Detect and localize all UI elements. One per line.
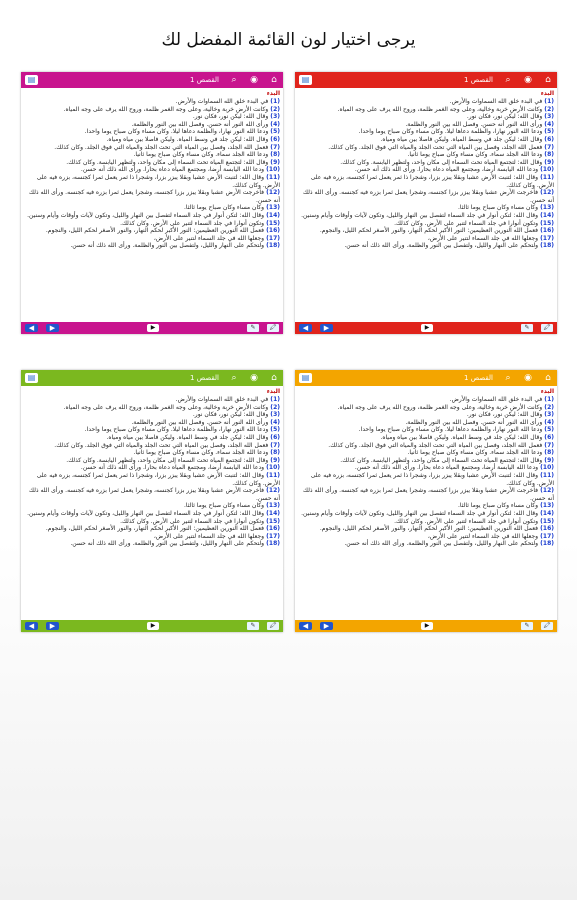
- verse-line: [24, 227, 280, 235]
- verse-list: [295, 386, 557, 618]
- eye-icon: ◉: [250, 75, 258, 85]
- verse-line: [24, 419, 280, 427]
- verse-text: ودعا الله النور نهارا، والظلمة دعاها ليلا. وكان مساء وكان صباح يوما واحدا.: [84, 426, 269, 434]
- verse-text: وقال الله: لتكن أنوار في جلد السماء لتفصل بين النهار والليل، وتكون لآيات وأوقات وأيام وسنين.: [301, 211, 539, 219]
- verse-number: (17): [264, 234, 280, 242]
- verse-text: ودعا الله اليابسة أرضا، ومجتمع المياه دعاه بحارا. ورأى الله ذلك أنه حسن.: [354, 464, 539, 472]
- verse-text: وكان مساء وكان صباح يوما ثالثا.: [184, 502, 265, 510]
- eye-icon: ◉: [250, 373, 258, 383]
- verse-number: (5): [542, 128, 554, 136]
- play-icon: ▶: [421, 324, 433, 332]
- book-icon: ▤: [25, 75, 38, 85]
- verse-number: (6): [268, 135, 280, 143]
- verse-number: (3): [268, 411, 280, 419]
- verse-number: (4): [542, 120, 554, 128]
- verse-line: [24, 472, 280, 487]
- verse-number: (3): [542, 113, 554, 121]
- toolbar-title: القصص 1: [190, 76, 219, 84]
- verse-text: في البدء خلق الله السماوات والأرض.: [449, 98, 543, 105]
- verse-text: وكان مساء وكان صباح يوما ثالثا.: [184, 204, 265, 212]
- verse-number: (14): [538, 211, 554, 219]
- verse-text: وجعلها الله في جلد السماء لتنير على الأرض،: [427, 532, 539, 540]
- verse-number: (5): [542, 426, 554, 434]
- verse-text: فعمل الله الجلد، وفصل بين المياه التي تحت الجلد والمياه التي فوق الجلد. وكان كذلك.: [328, 143, 543, 151]
- verse-number: (10): [538, 464, 554, 472]
- highlighter-icon: 🖍: [541, 622, 553, 630]
- highlighter-icon: 🖍: [267, 622, 279, 630]
- verse-line: [24, 128, 280, 136]
- verse-line: [298, 128, 554, 136]
- verse-text: وقال الله: ليكن جلد في وسط المياه. وليكن فاصلا بين مياه ومياه.: [380, 433, 543, 441]
- verse-text: ودعا الله النور نهارا، والظلمة دعاها ليلا. وكان مساء وكان صباح يوما واحدا.: [358, 426, 543, 434]
- highlighter-icon: 🖍: [541, 324, 553, 332]
- verse-number: (16): [538, 227, 554, 235]
- verse-text: وتكون أنوارا في جلد السماء لتنير على الأرض. وكان كذلك.: [120, 219, 265, 227]
- page-title: يرجى اختيار لون القائمة المفضل لك: [161, 30, 416, 50]
- verse-line: [24, 212, 280, 220]
- verse-line: [298, 510, 554, 518]
- verse-line: [24, 411, 280, 419]
- verse-text: وقال الله: ليكن نور، فكان نور.: [192, 113, 269, 121]
- verse-number: (18): [264, 242, 280, 250]
- verse-line: [24, 510, 280, 518]
- verse-text: وقال الله: لتنبت الأرض عشبا وبقلا يبزر بزرا، وشجرا ذا ثمر يعمل ثمرا كجنسه، بزره فيه على الأرض. وكان كذلك.: [310, 173, 554, 189]
- home-icon: ⌂: [545, 75, 551, 85]
- verse-text: وقال الله: لتكن أنوار في جلد السماء لتفصل بين النهار والليل، وتكون لآيات وأوقات وأيام وسنين.: [301, 509, 539, 517]
- verse-line: [298, 404, 554, 412]
- verse-line: [298, 204, 554, 212]
- verse-number: (15): [264, 517, 280, 525]
- verse-text: ودعا الله الجلد سماء. وكان مساء وكان صباح يوما ثانيا.: [407, 449, 543, 457]
- search-icon: ⌕: [505, 373, 511, 383]
- verse-line: [298, 106, 554, 114]
- verse-line: [298, 121, 554, 129]
- verse-list: [21, 386, 283, 618]
- book-icon: ▤: [299, 75, 312, 85]
- verse-text: ودعا الله الجلد سماء. وكان مساء وكان صباح يوما ثانيا.: [133, 449, 269, 457]
- verse-number: (11): [264, 173, 280, 181]
- toolbar-title: القصص 1: [190, 374, 219, 382]
- verse-number: (16): [264, 525, 280, 533]
- verse-number: (14): [264, 509, 280, 517]
- theme-option-yellow[interactable]: [295, 370, 557, 632]
- toolbar-title: القصص 1: [464, 76, 493, 84]
- verse-line: [24, 525, 280, 533]
- verse-number: (11): [538, 173, 554, 181]
- verse-number: (1): [542, 396, 554, 403]
- book-icon: ▤: [25, 373, 38, 383]
- verse-text: وتكون أنوارا في جلد السماء لتنير على الأرض. وكان كذلك.: [394, 517, 539, 525]
- verse-number: (3): [268, 113, 280, 121]
- verse-text: ولتحكم على النهار والليل، ولتفصل بين النور والظلمة. ورأى الله ذلك أنه حسن.: [344, 242, 539, 250]
- verse-number: (9): [542, 158, 554, 166]
- verse-line: [24, 434, 280, 442]
- verse-line: [24, 396, 280, 404]
- theme-option-red[interactable]: [295, 72, 557, 334]
- verse-number: (9): [268, 158, 280, 166]
- verse-text: فعمل الله الجلد، وفصل بين المياه التي تحت الجلد والمياه التي فوق الجلد. وكان كذلك.: [328, 441, 543, 449]
- verse-text: ودعا الله اليابسة أرضا، ومجتمع المياه دعاه بحارا. ورأى الله ذلك أنه حسن.: [354, 166, 539, 174]
- previous-arrow-icon: ◀: [25, 324, 38, 332]
- verse-number: (14): [264, 211, 280, 219]
- verse-line: [298, 189, 554, 204]
- verse-text: ورأى الله النور أنه حسن. وفصل الله بين النور والظلمة.: [131, 120, 269, 128]
- verse-text: فعمل الله النورين العظيمين: النور الأكبر لحكم النهار، والنور الأصغر لحكم الليل، والنجوم.: [319, 525, 539, 533]
- verse-number: (12): [264, 487, 280, 495]
- verse-line: [298, 174, 554, 189]
- home-icon: ⌂: [271, 373, 277, 383]
- verse-line: [24, 106, 280, 114]
- verse-text: وجعلها الله في جلد السماء لتنير على الأرض،: [427, 234, 539, 242]
- verse-number: (9): [268, 456, 280, 464]
- verse-number: (13): [264, 204, 280, 212]
- toolbar-title: القصص 1: [464, 374, 493, 382]
- verse-text: ودعا الله النور نهارا، والظلمة دعاها ليلا. وكان مساء وكان صباح يوما واحدا.: [358, 128, 543, 136]
- verse-number: (1): [542, 98, 554, 105]
- previous-arrow-icon: ◀: [299, 622, 312, 630]
- verse-text: ودعا الله النور نهارا، والظلمة دعاها ليلا. وكان مساء وكان صباح يوما واحدا.: [84, 128, 269, 136]
- verse-line: [298, 540, 554, 548]
- verse-number: (12): [264, 189, 280, 197]
- verse-number: (13): [264, 502, 280, 510]
- verse-number: (17): [538, 234, 554, 242]
- verse-text: وقال الله: لتجتمع المياه تحت السماء إلى مكان واحد، ولتظهر اليابسة. وكان كذلك.: [66, 456, 269, 464]
- verse-number: (3): [542, 411, 554, 419]
- search-icon: ⌕: [231, 373, 237, 383]
- verse-line: [24, 242, 280, 250]
- previous-arrow-icon: ◀: [25, 622, 38, 630]
- verse-number: (6): [542, 433, 554, 441]
- verse-text: وقال الله: ليكن نور، فكان نور.: [192, 411, 269, 419]
- verse-text: ورأى الله النور أنه حسن. وفصل الله بين النور والظلمة.: [405, 120, 543, 128]
- verse-number: (13): [538, 204, 554, 212]
- verse-text: وقال الله: ليكن نور، فكان نور.: [466, 113, 543, 121]
- verse-number: (8): [268, 151, 280, 159]
- verse-line: [298, 419, 554, 427]
- toolbar-preview: [21, 370, 283, 386]
- verse-number: (4): [542, 418, 554, 426]
- verse-text: وجعلها الله في جلد السماء لتنير على الأرض،: [153, 532, 265, 540]
- verse-text: وكانت الأرض خربة وخالية، وعلى وجه الغمر ظلمة، وروح الله يرف على وجه المياه.: [337, 105, 543, 113]
- verse-line: [298, 220, 554, 228]
- verse-text: وقال الله: لتكن أنوار في جلد السماء لتفصل بين النهار والليل، وتكون لآيات وأوقات وأيام وسنين.: [27, 211, 265, 219]
- verse-line: [24, 113, 280, 121]
- verse-number: (11): [264, 471, 280, 479]
- verse-line: [298, 166, 554, 174]
- verse-text: فعمل الله الجلد، وفصل بين المياه التي تحت الجلد والمياه التي فوق الجلد. وكان كذلك.: [54, 143, 269, 151]
- verse-number: (2): [268, 105, 280, 113]
- verse-number: (13): [538, 502, 554, 510]
- verse-text: في البدء خلق الله السماوات والأرض.: [449, 396, 543, 403]
- verse-line: [298, 464, 554, 472]
- verse-line: [24, 204, 280, 212]
- search-icon: ⌕: [231, 75, 237, 85]
- verse-line: [298, 487, 554, 502]
- verse-text: في البدء خلق الله السماوات والأرض.: [175, 98, 269, 105]
- verse-number: (16): [538, 525, 554, 533]
- notes-icon: ✎: [521, 622, 533, 630]
- verse-number: (17): [264, 532, 280, 540]
- verse-text: ودعا الله الجلد سماء. وكان مساء وكان صباح يوما ثانيا.: [407, 151, 543, 159]
- verse-line: [24, 404, 280, 412]
- search-icon: ⌕: [505, 75, 511, 85]
- verse-text: ودعا الله اليابسة أرضا، ومجتمع المياه دعاه بحارا. ورأى الله ذلك أنه حسن.: [80, 464, 265, 472]
- play-icon: ▶: [421, 622, 433, 630]
- toolbar-preview: [295, 370, 557, 386]
- verse-number: (5): [268, 426, 280, 434]
- verse-number: (10): [264, 464, 280, 472]
- verse-text: في البدء خلق الله السماوات والأرض.: [175, 396, 269, 403]
- verse-number: (15): [538, 517, 554, 525]
- verse-text: وكانت الأرض خربة وخالية، وعلى وجه الغمر ظلمة، وروح الله يرف على وجه المياه.: [337, 403, 543, 411]
- bottom-bar-preview: [21, 620, 283, 632]
- verse-number: (12): [538, 487, 554, 495]
- verse-text: وقال الله: ليكن جلد في وسط المياه. وليكن فاصلا بين مياه ومياه.: [106, 433, 269, 441]
- bottom-bar-preview: [295, 322, 557, 334]
- verse-number: (16): [264, 227, 280, 235]
- verse-line: [298, 227, 554, 235]
- verse-number: (10): [264, 166, 280, 174]
- toolbar-preview: [21, 72, 283, 88]
- verse-line: [298, 242, 554, 250]
- verse-text: فعمل الله النورين العظيمين: النور الأكبر لحكم النهار، والنور الأصغر لحكم الليل، والنجوم.: [45, 227, 265, 235]
- verse-line: [24, 449, 280, 457]
- verse-line: [24, 502, 280, 510]
- verse-line: [298, 212, 554, 220]
- verse-text: وقال الله: لتنبت الأرض عشبا وبقلا يبزر بزرا، وشجرا ذا ثمر يعمل ثمرا كجنسه، بزره فيه على الأرض. وكان كذلك.: [36, 173, 280, 189]
- verse-text: وكانت الأرض خربة وخالية، وعلى وجه الغمر ظلمة، وروح الله يرف على وجه المياه.: [63, 105, 269, 113]
- verse-number: (18): [538, 540, 554, 548]
- verse-number: (17): [538, 532, 554, 540]
- verse-list: [21, 88, 283, 320]
- verse-number: (18): [538, 242, 554, 250]
- verse-text: ورأى الله النور أنه حسن. وفصل الله بين النور والظلمة.: [405, 418, 543, 426]
- verse-line: [24, 121, 280, 129]
- verse-line: [298, 396, 554, 404]
- verse-line: [24, 144, 280, 152]
- verse-number: (7): [268, 143, 280, 151]
- verse-text: فأخرجت الأرض عشبا وبقلا يبزر بزرا كجنسه، وشجرا يعمل ثمرا بزره فيه كجنسه. ورأى الله ذلك أنه حسن.: [303, 487, 554, 502]
- chapter-label: البدء: [540, 388, 554, 395]
- verse-line: [298, 113, 554, 121]
- book-icon: ▤: [299, 373, 312, 383]
- verse-line: [24, 151, 280, 159]
- verse-line: [24, 98, 280, 106]
- home-icon: ⌂: [545, 373, 551, 383]
- verse-line: [298, 449, 554, 457]
- verse-list: [295, 88, 557, 320]
- verse-text: وكان مساء وكان صباح يوما ثالثا.: [458, 204, 539, 212]
- verse-text: وقال الله: لتجتمع المياه تحت السماء إلى مكان واحد، ولتظهر اليابسة. وكان كذلك.: [340, 456, 543, 464]
- notes-icon: ✎: [521, 324, 533, 332]
- verse-number: (2): [542, 403, 554, 411]
- verse-text: فعمل الله الجلد، وفصل بين المياه التي تحت الجلد والمياه التي فوق الجلد. وكان كذلك.: [54, 441, 269, 449]
- verse-number: (15): [264, 219, 280, 227]
- verse-text: وجعلها الله في جلد السماء لتنير على الأرض،: [153, 234, 265, 242]
- verse-line: [24, 136, 280, 144]
- verse-number: (1): [268, 396, 280, 403]
- verse-text: وتكون أنوارا في جلد السماء لتنير على الأرض. وكان كذلك.: [394, 219, 539, 227]
- next-arrow-icon: ▶: [46, 622, 59, 630]
- verse-line: [24, 174, 280, 189]
- verse-line: [24, 518, 280, 526]
- verse-line: [298, 98, 554, 106]
- verse-text: وقال الله: ليكن جلد في وسط المياه. وليكن فاصلا بين مياه ومياه.: [106, 135, 269, 143]
- verse-line: [24, 487, 280, 502]
- verse-line: [24, 426, 280, 434]
- verse-line: [298, 426, 554, 434]
- verse-text: وقال الله: لتنبت الأرض عشبا وبقلا يبزر بزرا، وشجرا ذا ثمر يعمل ثمرا كجنسه، بزره فيه على الأرض. وكان كذلك.: [36, 471, 280, 487]
- verse-number: (18): [264, 540, 280, 548]
- chapter-label: البدء: [266, 388, 280, 395]
- verse-text: وكانت الأرض خربة وخالية، وعلى وجه الغمر ظلمة، وروح الله يرف على وجه المياه.: [63, 403, 269, 411]
- verse-text: ودعا الله الجلد سماء. وكان مساء وكان صباح يوما ثانيا.: [133, 151, 269, 159]
- verse-number: (8): [268, 449, 280, 457]
- theme-option-pink[interactable]: [21, 72, 283, 334]
- verse-text: ولتحكم على النهار والليل، ولتفصل بين النور والظلمة. ورأى الله ذلك أنه حسن.: [70, 242, 265, 250]
- verse-text: ولتحكم على النهار والليل، ولتفصل بين النور والظلمة. ورأى الله ذلك أنه حسن.: [70, 540, 265, 548]
- verse-line: [24, 166, 280, 174]
- verse-number: (2): [542, 105, 554, 113]
- verse-line: [298, 525, 554, 533]
- verse-line: [298, 136, 554, 144]
- verse-line: [24, 464, 280, 472]
- verse-text: فأخرجت الأرض عشبا وبقلا يبزر بزرا كجنسه، وشجرا يعمل ثمرا بزره فيه كجنسه. ورأى الله ذلك أنه حسن.: [303, 189, 554, 204]
- eye-icon: ◉: [524, 373, 532, 383]
- verse-line: [24, 220, 280, 228]
- play-icon: ▶: [147, 324, 159, 332]
- previous-arrow-icon: ◀: [299, 324, 312, 332]
- verse-number: (6): [542, 135, 554, 143]
- eye-icon: ◉: [524, 75, 532, 85]
- verse-line: [298, 472, 554, 487]
- verse-number: (9): [542, 456, 554, 464]
- verse-number: (15): [538, 219, 554, 227]
- verse-number: (10): [538, 166, 554, 174]
- verse-text: وكان مساء وكان صباح يوما ثالثا.: [458, 502, 539, 510]
- verse-line: [298, 151, 554, 159]
- verse-text: ودعا الله اليابسة أرضا، ومجتمع المياه دعاه بحارا. ورأى الله ذلك أنه حسن.: [80, 166, 265, 174]
- verse-number: (4): [268, 120, 280, 128]
- verse-text: ورأى الله النور أنه حسن. وفصل الله بين النور والظلمة.: [131, 418, 269, 426]
- bottom-bar-preview: [21, 322, 283, 334]
- home-icon: ⌂: [271, 75, 277, 85]
- verse-text: فعمل الله النورين العظيمين: النور الأكبر لحكم النهار، والنور الأصغر لحكم الليل، والنجوم.: [319, 227, 539, 235]
- verse-line: [298, 518, 554, 526]
- verse-line: [298, 434, 554, 442]
- verse-line: [298, 502, 554, 510]
- verse-line: [24, 189, 280, 204]
- next-arrow-icon: ▶: [320, 324, 333, 332]
- next-arrow-icon: ▶: [46, 324, 59, 332]
- verse-number: (8): [542, 449, 554, 457]
- play-icon: ▶: [147, 622, 159, 630]
- chapter-label: البدء: [266, 90, 280, 97]
- next-arrow-icon: ▶: [320, 622, 333, 630]
- verse-number: (8): [542, 151, 554, 159]
- verse-number: (4): [268, 418, 280, 426]
- chapter-label: البدء: [540, 90, 554, 97]
- verse-number: (5): [268, 128, 280, 136]
- verse-line: [298, 442, 554, 450]
- bottom-bar-preview: [295, 620, 557, 632]
- verse-text: وقال الله: لتكن أنوار في جلد السماء لتفصل بين النهار والليل، وتكون لآيات وأوقات وأيام وسنين.: [27, 509, 265, 517]
- verse-line: [24, 442, 280, 450]
- notes-icon: ✎: [247, 622, 259, 630]
- theme-option-green[interactable]: [21, 370, 283, 632]
- notes-icon: ✎: [247, 324, 259, 332]
- verse-line: [24, 540, 280, 548]
- verse-line: [298, 411, 554, 419]
- verse-text: وقال الله: لتجتمع المياه تحت السماء إلى مكان واحد، ولتظهر اليابسة. وكان كذلك.: [340, 158, 543, 166]
- verse-text: وقال الله: لتنبت الأرض عشبا وبقلا يبزر بزرا، وشجرا ذا ثمر يعمل ثمرا كجنسه، بزره فيه على الأرض. وكان كذلك.: [310, 471, 554, 487]
- verse-text: ولتحكم على النهار والليل، ولتفصل بين النور والظلمة. ورأى الله ذلك أنه حسن.: [344, 540, 539, 548]
- verse-text: وقال الله: ليكن نور، فكان نور.: [466, 411, 543, 419]
- verse-number: (12): [538, 189, 554, 197]
- verse-number: (14): [538, 509, 554, 517]
- verse-number: (7): [542, 143, 554, 151]
- verse-number: (11): [538, 471, 554, 479]
- verse-text: فأخرجت الأرض عشبا وبقلا يبزر بزرا كجنسه، وشجرا يعمل ثمرا بزره فيه كجنسه. ورأى الله ذلك أنه حسن.: [29, 487, 280, 502]
- verse-number: (6): [268, 433, 280, 441]
- highlighter-icon: 🖍: [267, 324, 279, 332]
- toolbar-preview: [295, 72, 557, 88]
- verse-line: [298, 144, 554, 152]
- verse-text: فأخرجت الأرض عشبا وبقلا يبزر بزرا كجنسه، وشجرا يعمل ثمرا بزره فيه كجنسه. ورأى الله ذلك أنه حسن.: [29, 189, 280, 204]
- verse-number: (7): [542, 441, 554, 449]
- verse-text: وقال الله: ليكن جلد في وسط المياه. وليكن فاصلا بين مياه ومياه.: [380, 135, 543, 143]
- verse-number: (1): [268, 98, 280, 105]
- verse-text: فعمل الله النورين العظيمين: النور الأكبر لحكم النهار، والنور الأصغر لحكم الليل، والنجوم.: [45, 525, 265, 533]
- verse-text: وقال الله: لتجتمع المياه تحت السماء إلى مكان واحد، ولتظهر اليابسة. وكان كذلك.: [66, 158, 269, 166]
- verse-number: (7): [268, 441, 280, 449]
- verse-text: وتكون أنوارا في جلد السماء لتنير على الأرض. وكان كذلك.: [120, 517, 265, 525]
- verse-number: (2): [268, 403, 280, 411]
